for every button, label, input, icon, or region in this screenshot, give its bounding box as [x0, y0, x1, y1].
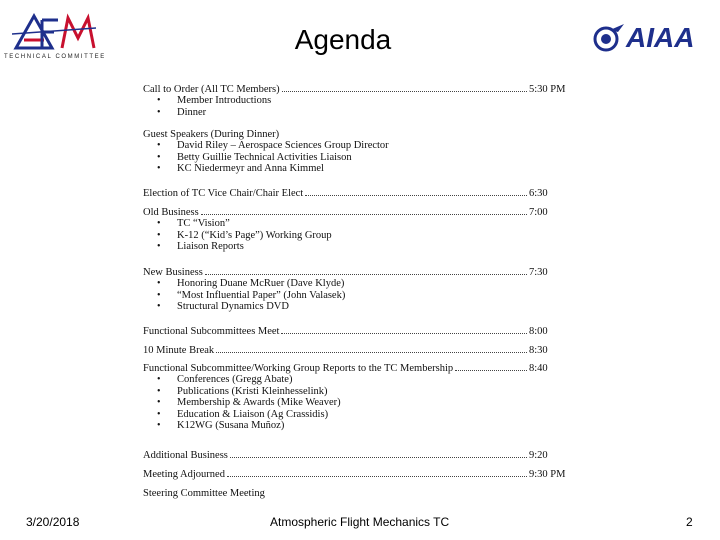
agenda-section-time: 9:30 PM [529, 468, 566, 480]
agenda-section-label: Guest Speakers (During Dinner) [143, 128, 280, 140]
leader-dots [201, 213, 527, 215]
agenda-bullet-text: Education & Liaison (Ag Crassidis) [177, 408, 329, 420]
agenda-section-label: Additional Business [143, 449, 228, 461]
agenda-bullet-text: K12WG (Susana Muñoz) [177, 420, 285, 432]
leader-dots [216, 351, 527, 353]
agenda-bullet-text: Member Introductions [177, 95, 272, 106]
agenda-bullet-text: TC “Vision” [177, 218, 230, 229]
leader-dots [305, 194, 527, 196]
aiaa-logo [592, 22, 716, 54]
agenda-section-time: 5:30 PM [529, 83, 566, 95]
agenda-bullet-text: Dinner [177, 106, 207, 118]
agenda-section [143, 449, 570, 461]
agenda-section [143, 344, 570, 356]
agenda-section [143, 487, 570, 499]
agenda-section-label: 10 Minute Break [143, 344, 215, 356]
agenda-section-label: Meeting Adjourned [143, 468, 225, 480]
agenda-bullet-text: KC Niedermeyr and Anna Kimmel [177, 163, 324, 175]
leader-dots [205, 273, 527, 275]
agenda-bullet-text: K-12 (“Kid’s Page”) Working Group [177, 229, 332, 241]
agenda-section-time: 8:00 [529, 325, 548, 337]
agenda-section-label: Steering Committee Meeting [143, 487, 265, 499]
aiaa-wordmark: AIAA [626, 22, 695, 53]
agenda-section-time: 7:00 [529, 206, 548, 218]
leader-dots [281, 332, 527, 334]
agenda-section [143, 128, 570, 140]
agenda-bullet-text: David Riley – Aerospace Sciences Group Director [177, 140, 389, 151]
agenda-section-time: 7:30 [529, 266, 548, 278]
agenda-section-label: Old Business [143, 206, 199, 218]
agenda-section-label: Call to Order (All TC Members) [143, 83, 280, 95]
agenda-section-label: Functional Subcommittee/Working Group Reports to the TC Membership [143, 362, 454, 374]
agenda-bullet-text: Membership & Awards (Mike Weaver) [177, 397, 341, 409]
page-number: 2 [686, 515, 693, 529]
agenda-section-label: Functional Subcommittees Meet [143, 325, 280, 337]
leader-dots [282, 90, 527, 92]
afm-logo-icon [12, 10, 96, 52]
agenda-section-time: 8:30 [529, 344, 548, 356]
agenda-section [143, 325, 570, 337]
agenda-section-label: New Business [143, 266, 203, 278]
footer-title: Atmospheric Flight Mechanics TC [270, 515, 450, 529]
agenda-section [143, 362, 570, 374]
agenda-bullet-text: Structural Dynamics DVD [177, 301, 289, 313]
agenda-section [143, 206, 570, 218]
agenda-section [143, 187, 570, 199]
agenda-bullet-text: Honoring Duane McRuer (Dave Klyde) [177, 278, 345, 289]
footer-date: 3/20/2018 [26, 515, 80, 529]
agenda-section-time: 8:40 [529, 362, 548, 374]
agenda-bullet-text: Conferences (Gregg Abate) [177, 374, 293, 385]
logo-caption: TECHNICAL COMMITTEE [4, 54, 106, 60]
aiaa-globe-icon [592, 22, 626, 52]
agenda-bullet-text: Betty Guillie Technical Activities Liaison [177, 151, 352, 163]
page-title: Agenda [294, 24, 392, 55]
agenda-bullet-text: Liaison Reports [177, 241, 244, 253]
leader-dots [230, 456, 527, 458]
leader-dots [227, 475, 527, 477]
agenda-section-label: Election of TC Vice Chair/Chair Elect [143, 187, 304, 199]
agenda-bullet-text: “Most Influential Paper” (John Valasek) [177, 289, 346, 301]
agenda-section [143, 83, 570, 95]
afm-tc-logo [4, 10, 104, 66]
agenda-section-time: 9:20 [529, 449, 548, 461]
leader-dots [455, 369, 527, 371]
agenda-section [143, 468, 570, 480]
agenda-section-time: 6:30 [529, 187, 548, 199]
agenda-bullet-text: Publications (Kristi Kleinhesselink) [177, 385, 328, 397]
agenda-section [143, 266, 570, 278]
